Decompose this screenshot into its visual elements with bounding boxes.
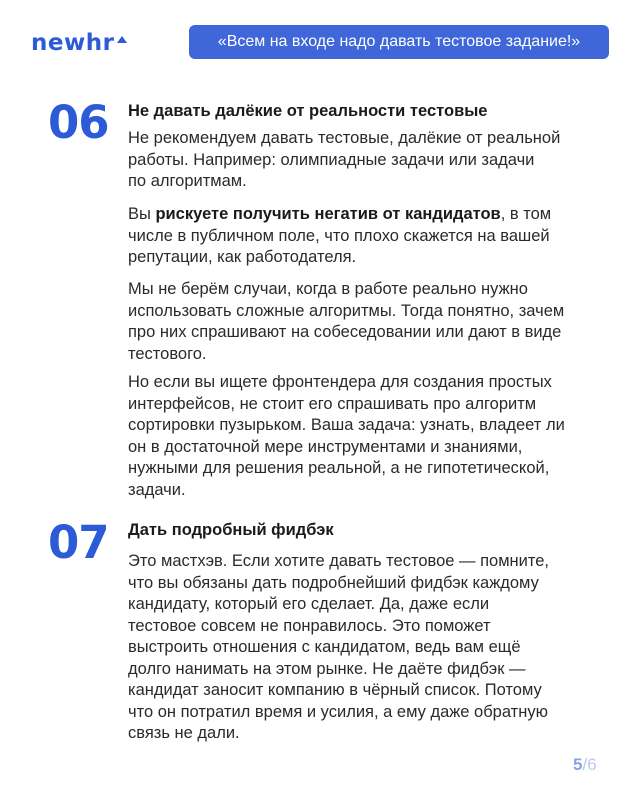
text-line: Это мастхэв. Если хотите давать тестовое — помните,: [128, 552, 550, 570]
text-line: долго нанимать на этом рынке. Не даёте фидбэк —: [128, 659, 526, 678]
text-line: тестового.: [128, 344, 207, 363]
text-line: про них спрашивают на собеседовании или дают в виде: [128, 323, 562, 341]
total-pages: 6: [587, 755, 597, 774]
section-number: 06: [48, 96, 109, 149]
paragraph: [128, 128, 618, 193]
paragraph: [128, 204, 618, 269]
text-line: сортировки пузырьком. Ваша задача: узнать, владеет ли: [128, 416, 565, 434]
text-line: выстроить отношения с кандидатом, ведь вам ещё: [128, 638, 521, 656]
text-line: что вы обязаны дать подробнейший фидбэк каждому: [128, 573, 539, 592]
text-line: кандидат заносит компанию в чёрный список. Потому: [128, 681, 542, 699]
page-separator: /: [582, 755, 588, 774]
section-heading: Не давать далёкие от реальности тестовые: [128, 102, 488, 120]
newhr-logo: [31, 30, 127, 56]
text-line: кандидату, который его сделает. Да, даже если: [128, 595, 490, 613]
emphasis-text: рискуете получить негатив от кандидатов: [155, 205, 501, 223]
text-line: что он потратил время и усилия, а ему даже обратную: [128, 702, 548, 721]
current-page: 5: [573, 755, 583, 774]
text-after: , в том: [500, 205, 552, 223]
text-line: использовать сложные алгоритмы. Тогда понятно, зачем: [128, 301, 565, 320]
text-lead: Вы: [128, 205, 156, 223]
triangle-icon: [117, 36, 127, 43]
quote-text: «Всем на входе надо давать тестовое задание!»: [217, 33, 581, 50]
text-line: по алгоритмам.: [128, 172, 247, 190]
paragraph: [128, 372, 618, 501]
text-line: числе в публичном поле, что плохо скажется на вашей: [128, 226, 550, 245]
text-line: Мы не берём случаи, когда в работе реально нужно: [128, 280, 528, 298]
page-indicator: [573, 755, 597, 775]
logo-text: newhr: [31, 30, 115, 56]
text-line: работы. Например: олимпиадные задачи или задачи: [128, 150, 535, 169]
text-line: тестовое совсем не понравилось. Это поможет: [128, 616, 491, 635]
text-line: нужными для решения реальной, а не гипотетической,: [128, 459, 550, 477]
text-line: связь не дали.: [128, 724, 240, 742]
quote-banner: [189, 25, 609, 59]
paragraph: [128, 279, 618, 365]
text-line: репутации, как работодателя.: [128, 248, 357, 266]
paragraph: [128, 551, 618, 745]
text-line: он в достаточной мере инструментами и знаниями,: [128, 437, 523, 456]
text-line: интерфейсов, не стоит его спрашивать про алгоритм: [128, 394, 537, 413]
text-line: задачи.: [128, 480, 186, 499]
section-number: 07: [48, 516, 109, 569]
text-line: Но если вы ищете фронтендера для создания простых: [128, 373, 552, 391]
text-line: Не рекомендуем давать тестовые, далёкие от реальной: [128, 129, 561, 147]
text-line: [128, 204, 618, 226]
section-heading: Дать подробный фидбэк: [128, 521, 334, 539]
